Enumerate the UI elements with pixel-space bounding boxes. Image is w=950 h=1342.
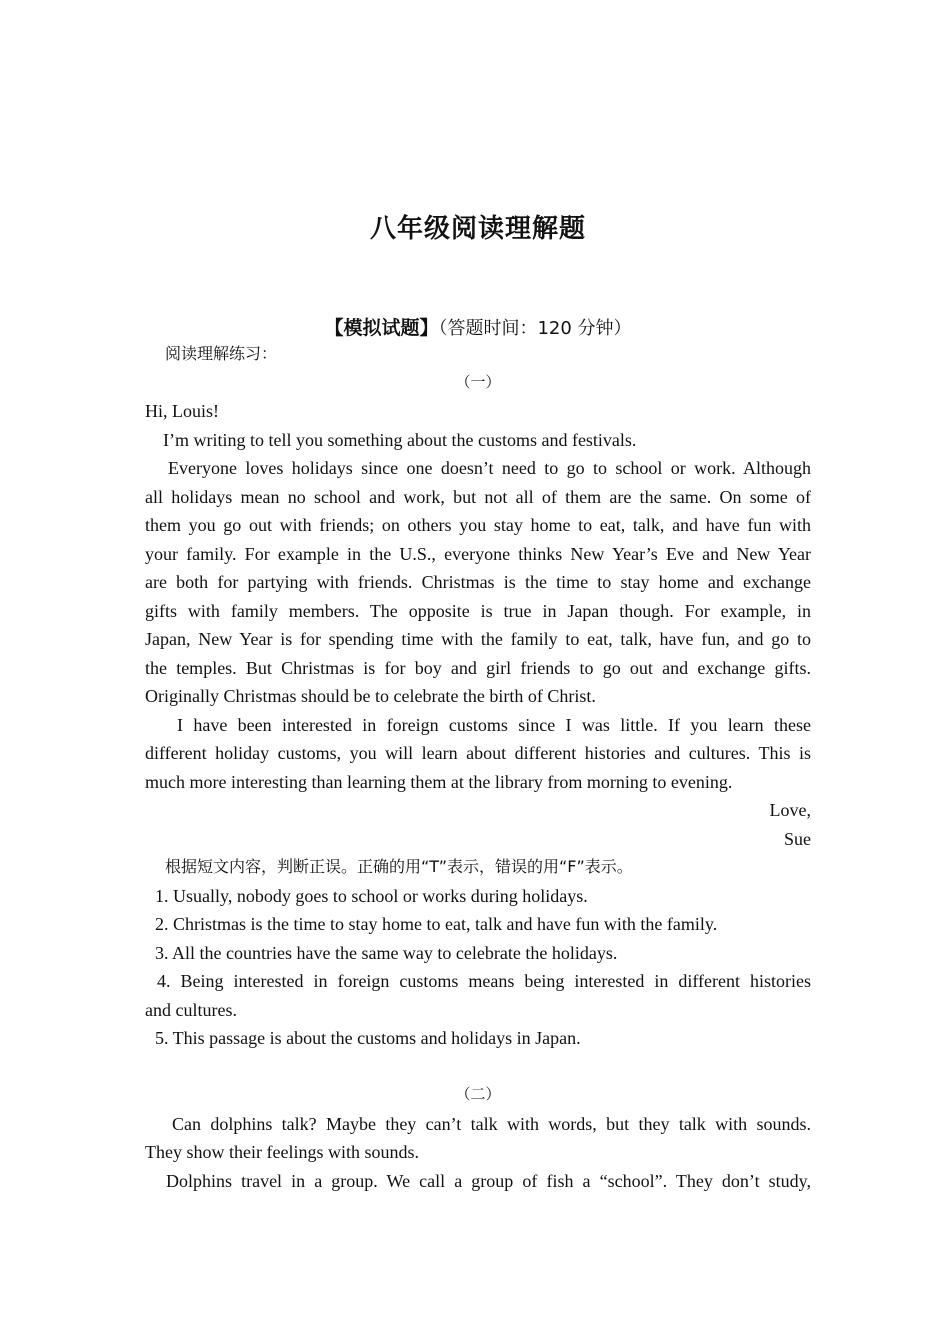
passage-line: are both for partying with friends. Christmas is the time to stay home and exchange <box>145 572 811 592</box>
passage-line: the temples. But Christmas is for boy and girl friends to go out and exchange gifts. <box>145 657 811 678</box>
exam-subtitle <box>145 313 811 340</box>
passage-line: Can dolphins talk? Maybe they can’t talk with words, but they talk with sounds. <box>172 1113 811 1134</box>
question-item-continued: and cultures. <box>145 999 237 1020</box>
passage-line: different holiday customs, you will learn about different histories and cultures. This is <box>145 743 811 763</box>
question-item: 4. Being interested in foreign customs means being interested in different histories <box>157 971 811 991</box>
passage-line: Japan, New Year is for spending time with the family to eat, talk, have fun, and go to <box>145 629 811 649</box>
passage-line: Everyone loves holidays since one doesn’t need to go to school or work. Although <box>168 458 811 478</box>
passage-line: them you go out with friends; on others you stay home to eat, talk, and have fun with <box>145 515 811 535</box>
passage-line: They show their feelings with sounds. <box>145 1142 419 1162</box>
passage-line: I have been interested in foreign customs since I was little. If you learn these <box>177 714 811 735</box>
question-instructions: 根据短文内容，判断正误。正确的用“T”表示，错误的用“F”表示。 <box>165 857 633 876</box>
answer-time-note: （答题时间：120 分钟） <box>438 318 632 339</box>
question-item: 1. Usually, nobody goes to school or works during holidays. <box>155 885 588 906</box>
section-label: 阅读理解练习： <box>165 344 278 363</box>
document-body <box>145 340 811 1195</box>
passage-line: I’m writing to tell you something about the customs and festivals. <box>163 429 637 450</box>
passage-line: all holidays mean no school and work, but not all of them are the same. On some of <box>145 486 811 507</box>
question-item: 2. Christmas is the time to stay home to eat, talk and have fun with the family. <box>155 914 718 934</box>
passage-number: （一） <box>455 374 501 391</box>
passage-line: Originally Christmas should be to celebrate the birth of Christ. <box>145 686 596 706</box>
letter-closing: Love, <box>769 800 811 820</box>
passage-line: gifts with family members. The opposite is true in Japan though. For example, in <box>145 600 811 621</box>
passage-line: your family. For example in the U.S., everyone thinks New Year’s Eve and New Year <box>145 543 811 564</box>
letter-signature: Sue <box>784 828 811 849</box>
mock-test-label: 【模拟试题】 <box>324 317 439 339</box>
page-title: 八年级阅读理解题 <box>369 214 586 244</box>
question-item: 5. This passage is about the customs and holidays in Japan. <box>155 1028 581 1048</box>
passage-line: much more interesting than learning them at the library from morning to evening. <box>145 771 733 792</box>
passage-number: （二） <box>455 1087 501 1103</box>
question-item: 3. All the countries have the same way to celebrate the holidays. <box>155 942 618 963</box>
letter-greeting: Hi, Louis! <box>145 401 219 421</box>
passage-line: Dolphins travel in a group. We call a group of fish a “school”. They don’t study, <box>166 1170 811 1191</box>
blank-line <box>145 1053 811 1082</box>
